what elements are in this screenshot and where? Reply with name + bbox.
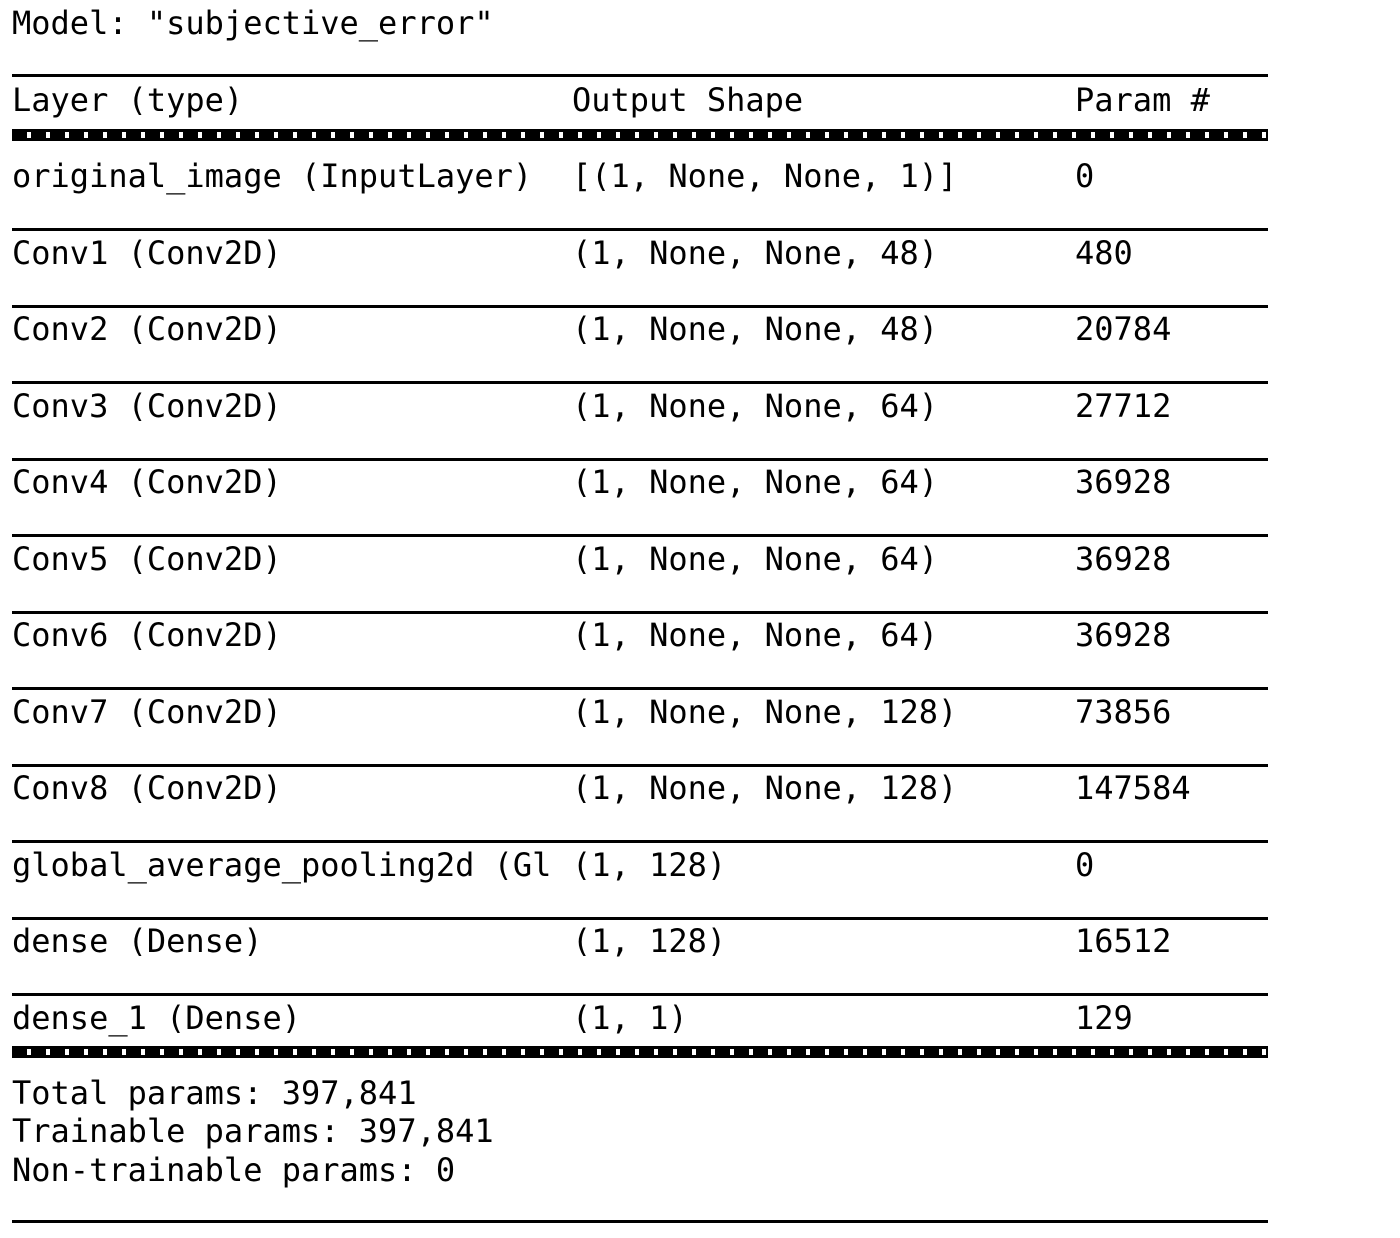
layer-param-count: 36928: [1075, 616, 1172, 654]
layer-param-count: 27712: [1075, 387, 1172, 425]
layer-name: Conv7 (Conv2D): [12, 693, 282, 731]
double-rule-top: [12, 129, 1268, 141]
layer-output-shape: (1, None, None, 128): [572, 769, 958, 807]
layer-output-shape: (1, None, None, 64): [572, 387, 939, 425]
layer-output-shape: (1, None, None, 64): [572, 540, 939, 578]
total-params: Total params: 397,841: [12, 1074, 417, 1112]
layer-output-shape: [(1, None, None, 1)]: [572, 157, 958, 195]
layer-name: Conv1 (Conv2D): [12, 234, 282, 272]
row-separator: [12, 381, 1268, 384]
row-separator: [12, 840, 1268, 843]
double-rule-bottom: [12, 1046, 1268, 1058]
layer-name: Conv5 (Conv2D): [12, 540, 282, 578]
layer-name: global_average_pooling2d (Gl: [12, 846, 552, 884]
layer-param-count: 36928: [1075, 463, 1172, 501]
non-trainable-params: Non-trainable params: 0: [12, 1151, 456, 1189]
layer-name: dense (Dense): [12, 922, 263, 960]
table-row: [12, 615, 1268, 655]
table-row: [12, 156, 1268, 196]
table-row: [12, 462, 1268, 502]
layer-output-shape: (1, None, None, 64): [572, 616, 939, 654]
layer-param-count: 0: [1075, 846, 1095, 884]
table-row: [12, 845, 1268, 885]
table-row: [12, 386, 1268, 426]
layer-name: original_image (InputLayer): [12, 157, 533, 195]
layer-output-shape: (1, None, None, 128): [572, 693, 958, 731]
table-row: [12, 998, 1268, 1038]
layer-param-count: 129: [1075, 999, 1133, 1037]
model-title: Model: "subjective_error": [12, 4, 494, 42]
bottom-rule: [12, 1220, 1268, 1223]
table-row: [12, 233, 1268, 273]
row-separator: [12, 611, 1268, 614]
layer-param-count: 16512: [1075, 922, 1172, 960]
layer-param-count: 20784: [1075, 310, 1172, 348]
layer-name: dense_1 (Dense): [12, 999, 301, 1037]
table-row: [12, 539, 1268, 579]
layer-output-shape: (1, 128): [572, 922, 727, 960]
row-separator: [12, 228, 1268, 231]
table-row: [12, 692, 1268, 732]
row-separator: [12, 458, 1268, 461]
row-separator: [12, 687, 1268, 690]
layer-name: Conv4 (Conv2D): [12, 463, 282, 501]
layer-param-count: 0: [1075, 157, 1095, 195]
table-row: [12, 309, 1268, 349]
layer-param-count: 480: [1075, 234, 1133, 272]
layer-name: Conv3 (Conv2D): [12, 387, 282, 425]
row-separator: [12, 993, 1268, 996]
row-separator: [12, 305, 1268, 308]
column-header-row: [12, 80, 1268, 120]
top-rule: [12, 74, 1268, 77]
column-header-params: Param #: [1075, 81, 1210, 119]
table-row: [12, 768, 1268, 808]
layer-output-shape: (1, None, None, 48): [572, 310, 939, 348]
layer-output-shape: (1, 1): [572, 999, 688, 1037]
layer-output-shape: (1, None, None, 48): [572, 234, 939, 272]
layer-param-count: 36928: [1075, 540, 1172, 578]
table-row: [12, 921, 1268, 961]
trainable-params: Trainable params: 397,841: [12, 1112, 494, 1150]
row-separator: [12, 534, 1268, 537]
layer-output-shape: (1, None, None, 64): [572, 463, 939, 501]
column-header-layer: Layer (type): [12, 81, 244, 119]
layer-name: Conv2 (Conv2D): [12, 310, 282, 348]
layer-name: Conv8 (Conv2D): [12, 769, 282, 807]
layer-param-count: 73856: [1075, 693, 1172, 731]
layer-output-shape: (1, 128): [572, 846, 727, 884]
column-header-output-shape: Output Shape: [572, 81, 804, 119]
row-separator: [12, 764, 1268, 767]
layer-param-count: 147584: [1075, 769, 1191, 807]
layer-name: Conv6 (Conv2D): [12, 616, 282, 654]
row-separator: [12, 917, 1268, 920]
